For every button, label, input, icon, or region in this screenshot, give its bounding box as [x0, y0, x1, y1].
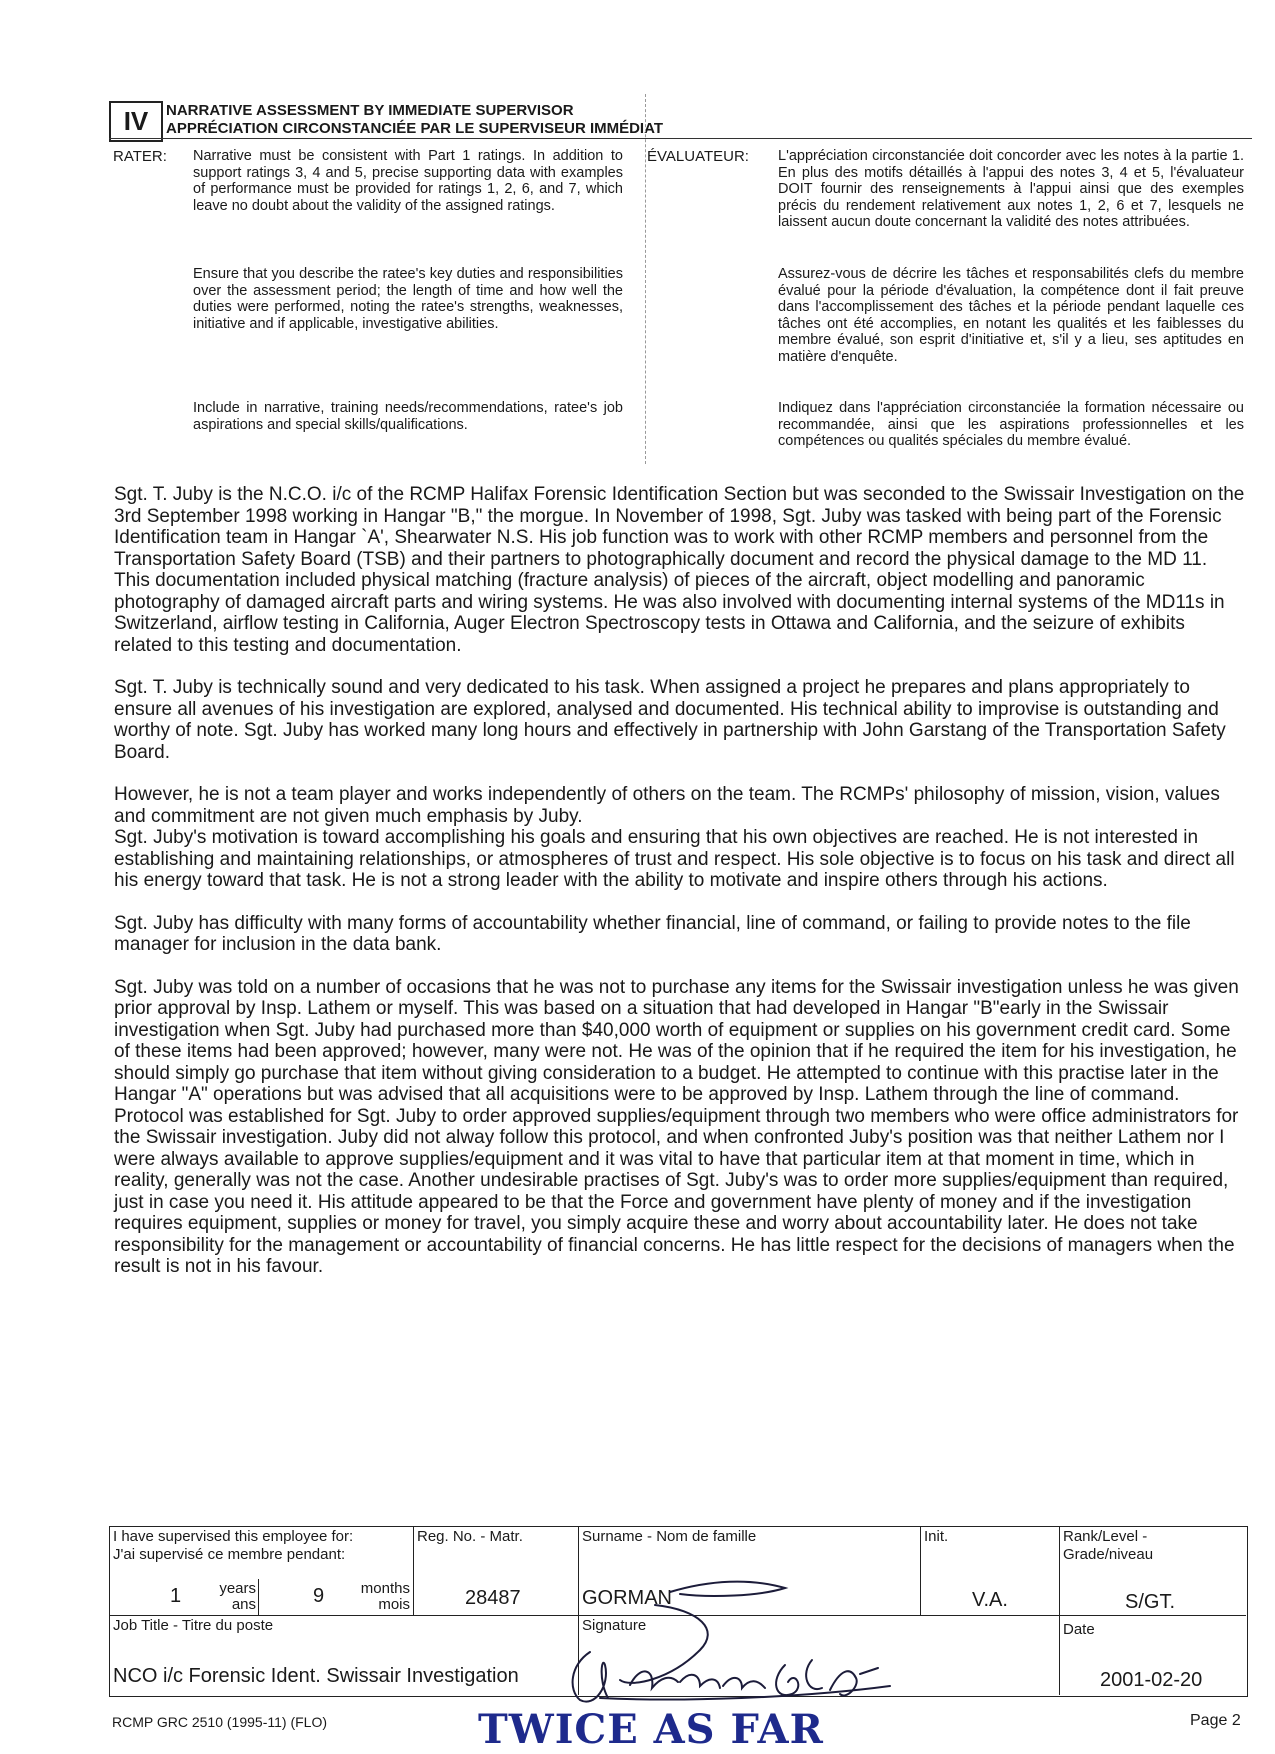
rank-label-1: Rank/Level -: [1063, 1528, 1148, 1545]
date-value: 2001-02-20: [1100, 1669, 1203, 1691]
form-divider: [413, 1527, 414, 1615]
narrative-paragraph: However, he is not a team player and works independently of others on the team. The RCMPs' philosophy of mission, vision, values and commitment are not given much emphasis by Juby.: [114, 784, 1220, 827]
instruction-fr-1: L'appréciation circonstanciée doit concorder avec les notes à la partie 1. En plus des motifs détaillés à l'appui des notes 3, 4 et 5, l'évaluateur DOIT fournir des renseignements à l'appui ainsi que des exemples précis du rendement relativement aux notes 1, 2, 6 et 7, lesquels ne laissent aucun doute concernant la validité des notes attribuées.: [778, 148, 1244, 230]
months-label-en: months: [360, 1580, 410, 1597]
years-label-fr: ans: [231, 1596, 256, 1613]
narrative-paragraph: Sgt. T. Juby is the N.C.O. i/c of the RCMP Halifax Forensic Identification Section but was seconded to the Swissair Investigation on the 3rd September 1998 working in Hangar "B," the morgue. In November of 1998, Sgt. Juby was tasked with being part of the Forensic Identification team in Hangar `A', Shearwater N.S. His job function was to work with other RCMP members and personnel from the Transportation Safety Board (TSB) and their partners to photographically document and record the physical damage to the MD 11. This documentation included physical matching (fracture analysis) of pieces of the aircraft, object modelling and panoramic photography of damaged aircraft parts and wiring systems. He was also involved with documenting internal systems of the MD11s in Switzerland, airflow testing in California, Auger Electron Spectroscopy tests in Ottawa and California, and the seizure of exhibits related to this testing and documentation.: [114, 484, 1245, 656]
surname-value: GORMAN: [582, 1587, 672, 1609]
years-label: [208, 1581, 256, 1613]
narrative-body: [114, 484, 1247, 1299]
form-divider: [258, 1579, 259, 1615]
months-value: 9: [313, 1585, 325, 1607]
supervised-label: [113, 1528, 353, 1564]
reg-label: Reg. No. - Matr.: [417, 1528, 523, 1545]
narrative-paragraph: Sgt. Juby was told on a number of occasions that he was not to purchase any items for the Swissair investigation unless he was given prior approval by Insp. Lathem or myself. This was based on a situation that had developed in Hangar "B"early in the Swissair investigation when Sgt. Juby had purchased more than $40,000 worth of equipment or supplies on his government credit card. Some of these items had been approved; however, many were not. He was of the opinion that if he required the item for his investigation, he should simply go purchase that item without giving consideration to a budget. He attempted to continue with this practise later in the Hangar "A" operations but was advised that all acquisitions were to be approved by Insp. Lathem through the line of command. Protocol was established for Sgt. Juby to order approved supplies/equipment through two members who were office administrators for the Swissair investigation. Juby did not alway follow this protocol, and when confronted Juby's position was that neither Lathem nor I were always available to approve supplies/equipment and it was vital to have that particular item at that moment in time, which in reality, generally was not the case. Another undesirable practises of Sgt. Juby's was to order more supplies/equipment than required, just in case you need it. His attitude appeared to be that the Force and government have plenty of money and if the investigation requires equipment, supplies or money for travel, you simply acquire these and worry about accountability later. He does not take responsibility for the management or accountability of financial concerns. He has little respect for the decisions of managers when the result is not in his favour.: [114, 976, 1239, 1277]
supervised-label-fr: J'ai supervisé ce membre pendant:: [113, 1546, 346, 1563]
narrative-paragraph: Sgt. T. Juby is technically sound and very dedicated to his task. When assigned a project he prepares and plans appropriately to ensure all avenues of his investigation are explored, analysed and documented. His technical ability to improvise is outstanding and worthy of note. Sgt. Juby has worked many long hours and effectively in partnership with John Garstang of the Transportation Safety Board.: [114, 677, 1226, 763]
instruction-fr-2: Assurez-vous de décrire les tâches et responsabilités clefs du membre évalué pour la période d'évaluation, la compétence dont il fait preuve dans l'accomplissement des tâches et la période pendant laquelle ces tâches ont été accomplies, en notant les qualités et les faiblesses du membre évalué, son esprit d'initiative et, s'il y a lieu, ses aptitudes en matière d'enquête.: [778, 266, 1244, 365]
evaluator-label: ÉVALUATEUR:: [647, 148, 749, 165]
surname-label: Surname - Nom de famille: [582, 1528, 757, 1545]
rank-label: [1063, 1528, 1153, 1564]
narrative-paragraph: Sgt. Juby has difficulty with many forms of accountability whether financial, line of command, or failing to provide notes to the file manager for inclusion in the data bank.: [114, 912, 1191, 955]
job-title-label: Job Title - Titre du poste: [113, 1617, 274, 1634]
section-title: [166, 102, 663, 138]
form-identifier: RCMP GRC 2510 (1995-11) (FLO): [112, 1714, 327, 1730]
instruction-fr-3: Indiquez dans l'appréciation circonstanciée la formation nécessaire ou recommandée, ainsi que les aspirations professionnelles et les compétences ou qualités spéciales du membre évalué.: [778, 400, 1244, 449]
instruction-en-3: Include in narrative, training needs/recommendations, ratee's job aspirations and special skills/qualifications.: [193, 400, 623, 433]
supervised-label-en: I have supervised this employee for:: [113, 1528, 354, 1545]
watermark-text: TWICE AS FAR: [478, 1706, 824, 1753]
job-title-value: NCO i/c Forensic Ident. Swissair Investigation: [113, 1665, 519, 1687]
reg-value: 28487: [465, 1587, 521, 1609]
months-label-fr: mois: [378, 1596, 410, 1613]
date-label: Date: [1063, 1621, 1095, 1638]
rater-label: RATER:: [113, 148, 167, 165]
section-number-box: [109, 101, 163, 142]
instruction-en-1: Narrative must be consistent with Part 1 ratings. In addition to support ratings 3, 4 and 5, precise supporting data with examples of performance must be provided for ratings 1, 2, 6, and 7, which leave no doubt about the validity of the assigned ratings.: [193, 148, 623, 214]
section-title-fr: APPRÉCIATION CIRCONSTANCIÉE PAR LE SUPERVISEUR IMMÉDIAT: [166, 120, 663, 137]
section-number: IV: [123, 106, 149, 136]
page-number: Page 2: [1190, 1712, 1241, 1729]
rank-label-2: Grade/niveau: [1063, 1546, 1154, 1563]
signature-label: Signature: [582, 1617, 647, 1634]
init-label: Init.: [924, 1528, 949, 1545]
years-label-en: years: [219, 1580, 256, 1597]
instruction-en-2: Ensure that you describe the ratee's key duties and responsibilities over the assessment period; the length of time and how well the duties were performed, noting the ratee's strengths, weaknesses, initiative and if applicable, investigative abilities.: [193, 266, 623, 332]
column-divider: [645, 94, 646, 464]
handwritten-signature: [560, 1570, 950, 1715]
narrative-paragraph: Sgt. Juby's motivation is toward accomplishing his goals and ensuring that his own objectives are reached. He is not interested in establishing and maintaining relationships, or atmospheres of trust and respect. His sole objective is to focus on his task and direct all his energy toward that task. He is not a strong leader with the ability to motivate and inspire others through his actions.: [114, 827, 1235, 891]
section-title-en: NARRATIVE ASSESSMENT BY IMMEDIATE SUPERVISOR: [166, 102, 574, 119]
years-value: 1: [170, 1585, 182, 1607]
months-label: [342, 1581, 410, 1613]
section-rule: [109, 138, 1252, 139]
init-value: V.A.: [972, 1589, 1008, 1611]
form-divider: [1059, 1527, 1060, 1695]
rank-value: S/GT.: [1125, 1591, 1176, 1613]
